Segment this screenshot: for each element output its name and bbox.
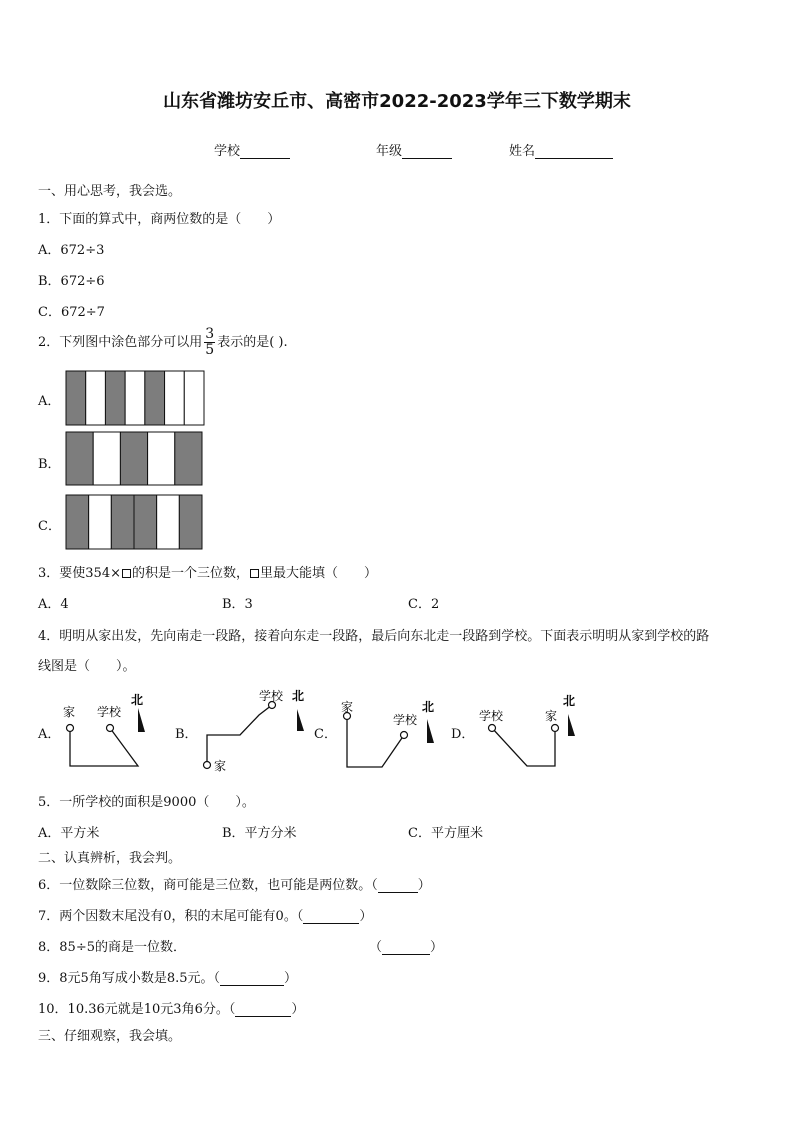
q6-paren-close: ） <box>417 878 431 893</box>
q4-map-b[interactable] <box>195 683 315 775</box>
name-blank[interactable] <box>535 145 613 159</box>
q4-map-d[interactable] <box>475 688 585 770</box>
blank-box-icon <box>250 569 259 578</box>
q1-option-b[interactable]: B．672÷6 <box>38 274 105 289</box>
shaded-strip <box>111 495 134 549</box>
q10 <box>38 998 304 1017</box>
name-field <box>509 140 613 159</box>
north-label: 北 <box>131 693 144 707</box>
q5-option-a[interactable]: A．平方米 <box>38 826 100 841</box>
section-2-heading: 二、认真辨析，我会判。 <box>38 851 182 866</box>
q3-option-c[interactable]: C．2 <box>408 597 440 612</box>
q4-map-a[interactable] <box>55 688 165 770</box>
q4-map-c[interactable] <box>335 693 445 775</box>
home-label: 家 <box>63 705 76 719</box>
section-1-heading: 一、用心思考，我会选。 <box>38 184 182 199</box>
page-title: 山东省潍坊安丘市、高密市2022-2023学年三下数学期末 <box>163 91 631 112</box>
blank-strip <box>89 495 112 549</box>
blank-strip <box>86 371 106 425</box>
school-blank[interactable] <box>240 145 290 159</box>
q8-answer <box>369 936 443 955</box>
q2-figure-b[interactable] <box>66 432 202 485</box>
q9-paren-close: ） <box>284 971 298 986</box>
q10-paren-close: ） <box>291 1002 305 1017</box>
q2-stem <box>38 327 288 358</box>
grade-field <box>376 140 452 159</box>
blank-strip <box>148 432 175 485</box>
q9-stem: 9．8元5角写成小数是8.5元。（ <box>38 971 220 986</box>
q3-stem <box>38 562 377 581</box>
fraction <box>204 327 215 358</box>
q8-paren-close: ） <box>430 940 444 955</box>
q1-stem: 1．下面的算式中，商两位数的是（ ） <box>38 212 281 227</box>
q8-answer-blank[interactable] <box>382 942 430 955</box>
shaded-strip <box>66 432 93 485</box>
north-label: 北 <box>422 700 435 714</box>
fraction-numerator: 3 <box>205 326 215 342</box>
north-label: 北 <box>563 694 576 708</box>
q8-stem: 8．85÷5的商是一位数． <box>38 940 186 955</box>
q7 <box>38 905 372 924</box>
blank-box-icon <box>122 569 131 578</box>
q5-stem: 5．一所学校的面积是9000（ ）。 <box>38 795 255 810</box>
q1-option-c[interactable]: C．672÷7 <box>38 305 105 320</box>
blank-strip <box>125 371 145 425</box>
q3-stem-post: 里最大能填（ ） <box>260 566 378 581</box>
q8-paren-open: （ <box>369 940 383 955</box>
q10-stem: 10．10.36元就是10元3角6分。（ <box>38 1002 236 1017</box>
shaded-strip <box>179 495 202 549</box>
shaded-strip <box>134 495 157 549</box>
north-arrow-icon <box>297 709 304 731</box>
q3-option-a[interactable]: A．4 <box>38 597 69 612</box>
school-field <box>214 140 290 159</box>
q4-option-d-label[interactable]: D． <box>451 727 475 742</box>
q4-stem-line-2: 线图是（ ）。 <box>38 659 136 674</box>
q10-answer-blank[interactable] <box>235 1004 291 1017</box>
q3-option-b[interactable]: B．3 <box>222 597 253 612</box>
q7-stem: 7．两个因数末尾没有0，积的末尾可能有0。（ <box>38 909 304 924</box>
school-label: 学校 <box>479 709 504 723</box>
shaded-strip <box>175 432 202 485</box>
school-point <box>489 725 496 732</box>
shaded-strip <box>66 495 89 549</box>
q4-option-a-label[interactable]: A． <box>38 727 61 742</box>
q1-option-a[interactable]: A．672÷3 <box>38 243 105 258</box>
q2-stem-post: 表示的是( ). <box>217 335 288 350</box>
school-point <box>401 732 408 739</box>
q7-answer-blank[interactable] <box>303 911 359 924</box>
fraction-denominator: 5 <box>205 342 215 358</box>
q9 <box>38 967 297 986</box>
school-label: 学校 <box>97 705 122 719</box>
school-label: 学校 <box>259 689 284 703</box>
blank-strip <box>157 495 180 549</box>
q9-answer-blank[interactable] <box>220 973 284 986</box>
home-point <box>552 725 559 732</box>
q4-stem-line-1: 4．明明从家出发，先向南走一段路，接着向东走一段路，最后向东北走一段路到学校。下面表示明明从家到学校的路 <box>38 629 710 644</box>
blank-strip <box>165 371 185 425</box>
q2-option-b-label[interactable]: B． <box>38 457 61 472</box>
q2-figure-a[interactable] <box>66 371 204 425</box>
q5-option-c[interactable]: C．平方厘米 <box>408 826 483 841</box>
q2-figure-c[interactable] <box>66 495 202 549</box>
name-label: 姓名 <box>509 144 536 159</box>
q4-option-b-label[interactable]: B． <box>175 727 198 742</box>
blank-strip <box>93 432 120 485</box>
section-3-heading: 三、仔细观察，我会填。 <box>38 1029 182 1044</box>
shaded-strip <box>145 371 165 425</box>
north-label: 北 <box>292 689 305 703</box>
north-arrow-icon <box>427 719 434 743</box>
blank-strip <box>184 371 204 425</box>
shaded-strip <box>120 432 147 485</box>
home-label: 家 <box>214 759 227 773</box>
q6-answer-blank[interactable] <box>378 880 418 893</box>
home-label: 家 <box>545 709 558 723</box>
q2-option-a-label[interactable]: A． <box>38 394 61 409</box>
school-label: 学校 <box>393 713 418 727</box>
shaded-strip <box>105 371 125 425</box>
grade-blank[interactable] <box>402 145 452 159</box>
shaded-strip <box>66 371 86 425</box>
q3-stem-pre: 3．要使354× <box>38 566 121 581</box>
school-label: 学校 <box>214 144 241 159</box>
q7-paren-close: ） <box>359 909 373 924</box>
q3-stem-mid: 的积是一个三位数， <box>131 566 249 581</box>
home-point <box>67 725 74 732</box>
q4-option-c-label[interactable]: C． <box>314 727 337 742</box>
home-point <box>204 762 211 769</box>
north-arrow-icon <box>138 708 145 732</box>
q2-option-c-label[interactable]: C． <box>38 519 61 534</box>
q6 <box>38 874 431 893</box>
home-label: 家 <box>341 700 354 714</box>
q2-stem-pre: 2．下列图中涂色部分可以用 <box>38 335 203 350</box>
north-arrow-icon <box>568 714 575 736</box>
grade-label: 年级 <box>376 144 403 159</box>
school-point <box>107 725 114 732</box>
q5-option-b[interactable]: B．平方分米 <box>222 826 297 841</box>
q6-stem: 6．一位数除三位数，商可能是三位数，也可能是两位数。（ <box>38 878 378 893</box>
